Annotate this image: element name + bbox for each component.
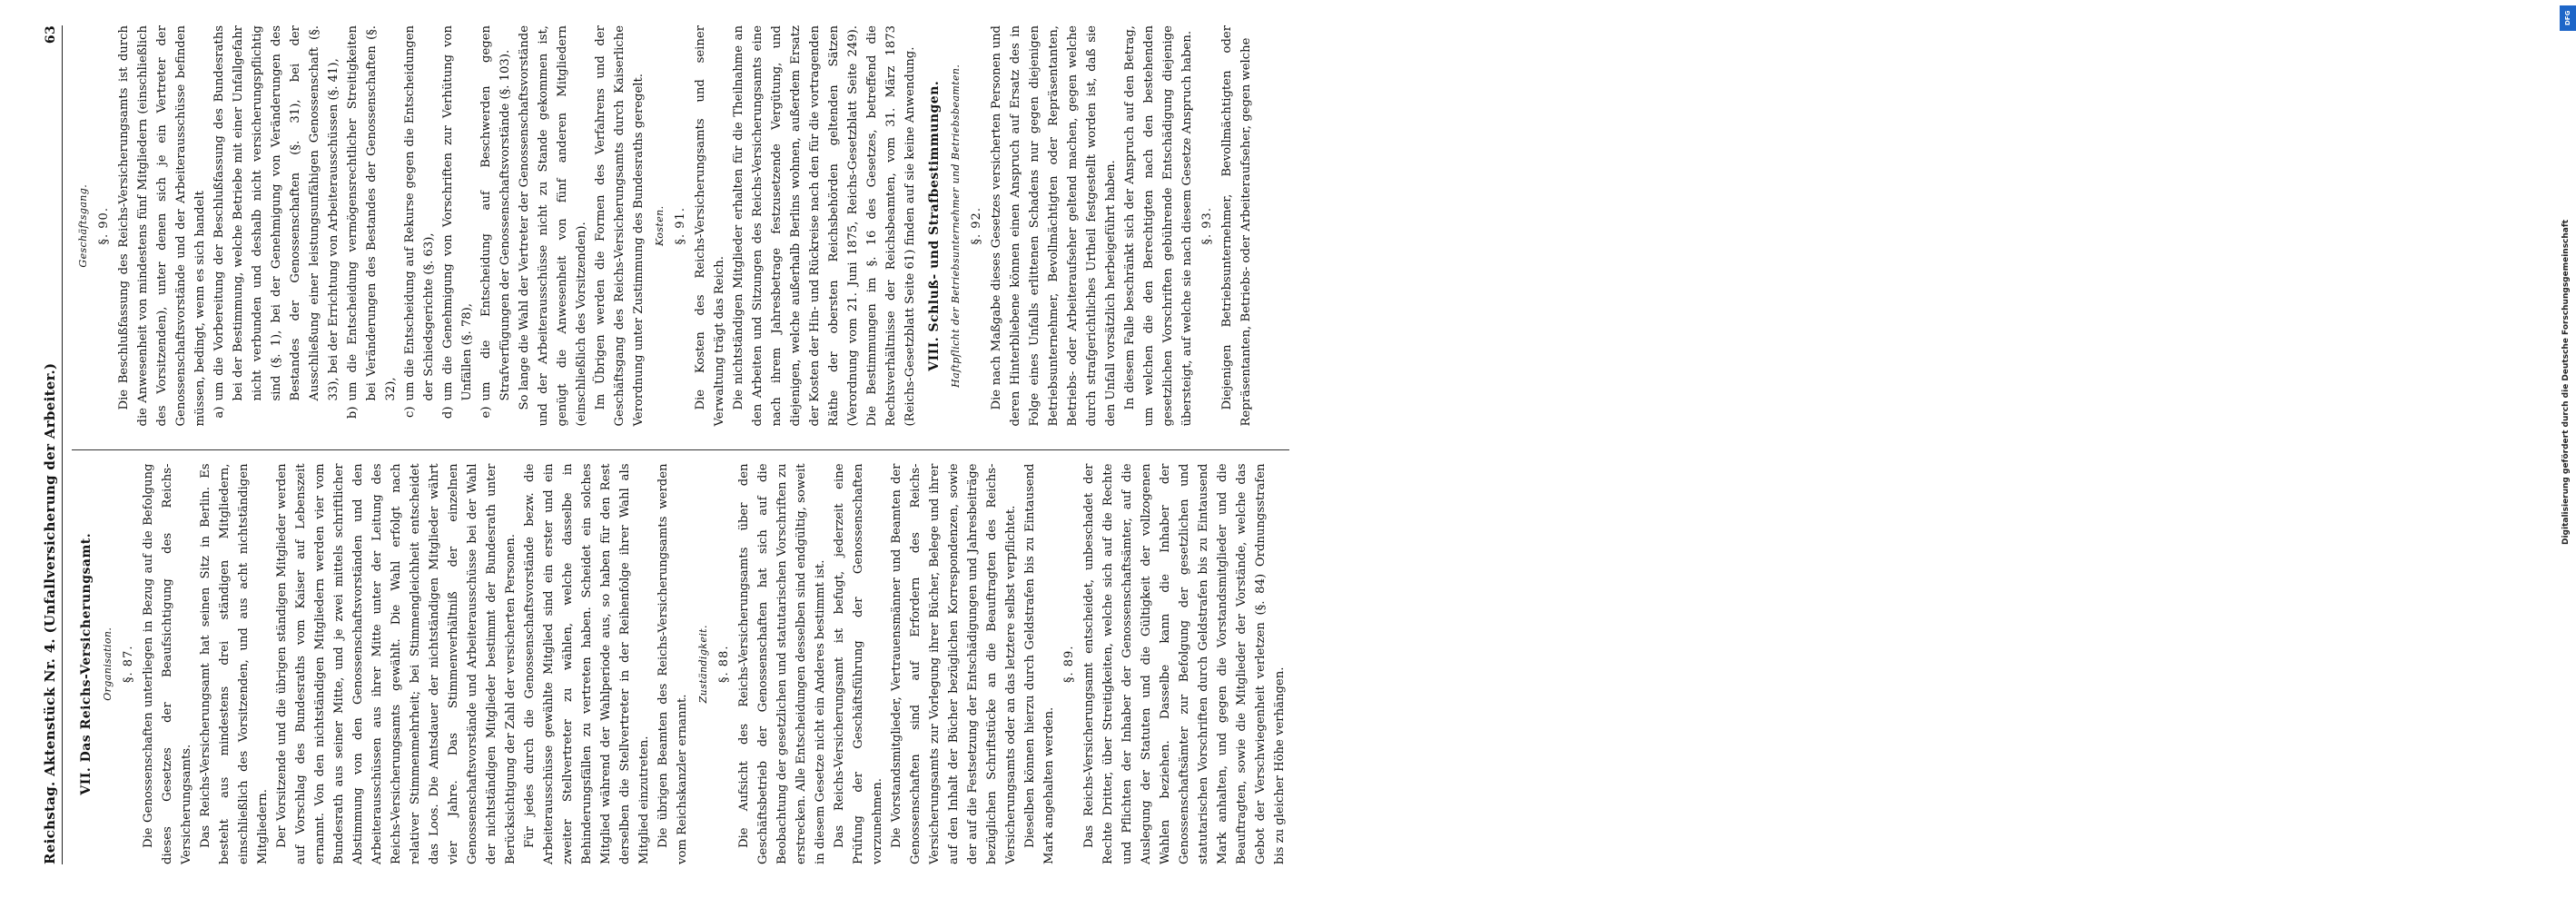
list-item-text: um die Entscheidung auf Beschwerden gegen Strafverfügungen der Genossenschaftsvorstände (§. 103). bbox=[479, 25, 512, 401]
header-title: Reichstag. Aktenstück Nr. 4. (Unfallversicherung der Arbeiter.) bbox=[42, 362, 58, 864]
text-90-3: Im Übrigen werden die Formen des Verfahrens und der Geschäftsgang des Reichs-Versicherungsamts durch Kaiserliche Verordnung unter Zustimmung des Bundesraths geregelt. bbox=[594, 25, 646, 427]
subheading-zustaendigkeit: Zuständigkeit. bbox=[697, 625, 709, 704]
text-93-1: Diejenigen Betriebsunternehmer, Bevollmächtigten oder Repräsentanten, Betriebs- oder Arbeiteraufseher, gegen welche bbox=[1220, 25, 1253, 427]
text-87-1: Die Genossenschaften unterliegen in Bezug auf die Befolgung dieses Gesetzes der Beaufsichtigung des Reichs-Versicherungsamts. bbox=[142, 463, 193, 864]
list-item-label: e) bbox=[479, 406, 493, 419]
paragraph-89-heading: §. 89. bbox=[1062, 645, 1076, 683]
text-87-3: Der Vorsitzende und die übrigen ständigen Mitglieder werden auf Vorschlag des Bundesraths vom Kaiser auf Lebenszeit ernannt. Von den nichtständigen Mitgliedern werden vier vom Bundesrath aus seiner Mitte, und je zwei mittels schriftlicher Abstimmung von den Genossenschaftsvorständen und den Arbeiterausschüssen aus ihrer Mitte unter der Leitung des Reichs-Versicherungsamts gewählt. Die Wahl erfolgt nach relativer Stimmenmehrheit; bei Stimmengleichheit entscheidet das Loos. Die Amtsdauer der nichtständigen Mitglieder währt vier Jahre. Das Stimmenverhältniß der einzelnen Genossenschaftsvorstände und Arbeiterausschüsse bei der Wahl der nichtständigen Mitglieder bestimmt der Bundesrath unter Berücksichtigung der Zahl der versicherten Personen. bbox=[275, 463, 518, 864]
text-88-4: Dieselben können hierzu durch Geldstrafen bis zu Eintausend Mark angehalten werden. bbox=[1023, 463, 1056, 864]
running-header bbox=[27, 25, 63, 864]
subheading-kosten: Kosten. bbox=[654, 205, 666, 247]
text-90-1: Die Beschlußfassung des Reichs-Versicherungsamts ist durch die Anwesenheit von mindestens fünf Mitgliedern (einschließlich des Vorsitzenden), unter denen sich je ein Vertreter der Genossenschaftsvorstände und der Arbeiterausschüsse befinden müssen, bedingt, wenn es sich handelt bbox=[117, 25, 207, 427]
text-88-2: Das Reichs-Versicherungsamt ist befugt, jederzeit eine Prüfung der Geschäftsführung der Genossenschaften vorzunehmen. bbox=[833, 463, 884, 864]
text-92-1: Die nach Maßgabe dieses Gesetzes versicherten Personen und deren Hinterbliebene können einen Anspruch auf Ersatz des in Folge eines Unfalls erlittenen Schadens nur gegen diejenigen Betriebsunternehmer, Bevollmächtigten oder Repräsentanten, Betriebs- oder Arbeiteraufseher geltend machen, gegen welche durch strafgerichtliches Urtheil festgestellt worden ist, daß sie den Unfall vorsätzlich herbeigeführt haben. bbox=[990, 25, 1118, 427]
list-item-text: um die Vorbereitung der Beschlußfassung des Bundesraths bei der Bestimmung, welche Betriebe mit einer Unfallgefahr nicht verbunden und deshalb nicht versicherungspflichtig sind (§. 1), bei der Genehmigung von Veränderungen des Bestandes der Genossenschaften (§. 31), bei der Ausschließung einer leistungsunfähigen Genossenschaft (§. 33), bei der Errichtung von Arbeiterausschüssen (§. 41), bbox=[212, 25, 341, 401]
subheading-haftpflicht: Haftpflicht der Betriebsunternehmer und Betriebsbeamten. bbox=[950, 64, 962, 388]
paragraph-92-heading: §. 92. bbox=[970, 207, 983, 245]
list-item-text: um die Entscheidung auf Rekurse gegen die Entscheidungen der Schiedsgerichte (§. 63), bbox=[403, 25, 436, 401]
list-item bbox=[343, 25, 400, 427]
text-87-2: Das Reichs-Versicherungsamt hat seinen Sitz in Berlin. Es besteht aus mindestens drei ständigen Mitgliedern, einschließlich des Vorsitzenden, und aus acht nichtständigen Mitgliedern. bbox=[199, 463, 270, 864]
list-item bbox=[477, 25, 515, 427]
text-91-1: Die Kosten des Reichs-Versicherungsamts und seiner Verwaltung trägt das Reich. bbox=[694, 25, 726, 427]
list-item bbox=[400, 25, 439, 427]
text-91-2: Die nichtständigen Mitglieder erhalten für die Theilnahme an den Arbeiten und Sitzungen des Reichs-Versicherungsamts eine nach ihrem Jahresbetrage festzusetzende Vergütung, und diejenigen, welche außerhalb Berlins wohnen, außerdem Ersatz der Kosten der Hin- und Rückreise nach den für die vortragenden Räthe der obersten Reichsbehörden geltenden Sätzen (Verordnung vom 21. Juni 1875, Reichs-Gesetzblatt Seite 249). Die Bestimmungen im §. 16 des Gesetzes, betreffend die Rechtsverhältnisse der Reichsbeamten, vom 31. März 1873 (Reichs-Gesetzblatt Seite 61) finden auf sie keine Anwendung. bbox=[732, 25, 917, 427]
list-item-text: um die Genehmigung von Vorschriften zur Verhütung von Unfällen (§. 78), bbox=[441, 25, 474, 401]
list-90 bbox=[210, 25, 515, 427]
left-column bbox=[72, 450, 1289, 865]
list-item bbox=[439, 25, 477, 427]
funding-note: Digitalisierung gefördert durch die Deutsche Forschungsgemeinschaft bbox=[2561, 219, 2571, 545]
section-title-viii: VIII. Schluß- und Strafbestimmungen. bbox=[927, 80, 942, 371]
paragraph-91-heading: §. 91. bbox=[674, 207, 687, 245]
text-90-2: So lange die Wahl der Vertreter der Genossenschaftsvorstände und der Arbeiterausschüsse nicht zu Stande gekommen ist, genügt die Anwesenheit von fünf anderen Mitgliedern (einschließlich des Vorsitzenden). bbox=[518, 25, 588, 427]
dfg-logo: DFG bbox=[2560, 5, 2576, 31]
paragraph-87-heading: §. 87. bbox=[122, 645, 135, 683]
text-89-1: Das Reichs-Versicherungsamt entscheidet, unbeschadet der Rechte Dritter, über Streitigkeiten, welche sich auf die Rechte und Pflichten der Inhaber der Genossenschaftsämter, auf die Auslegung der Statuten und die Gültigkeit der vollzogenen Wahlen beziehen. Dasselbe kann die Inhaber der Genossenschaftsämter zur Befolgung der gesetzlichen und statutarischen Vorschriften durch Geldstrafen bis zu Eintausend Mark anhalten, und gegen die Vorstandsmitglieder und die Beauftragten, sowie die Mitglieder der Vorstände, welche das Gebot der Verschwiegenheit verletzen (§. 84) Ordnungsstrafen bis zu gleicher Höhe verhängen. bbox=[1082, 463, 1287, 864]
paragraph-88-heading: §. 88. bbox=[717, 645, 731, 683]
text-88-3: Die Vorstandsmitglieder, Vertrauensmänner und Beamten der Genossenschaften sind auf Erfordern des Reichs-Versicherungsamts zur Vorlegung ihrer Bücher, Belege und ihrer auf den Inhalt der Bücher bezüglichen Korrespondenzen, sowie der auf die Festsetzung der Entschädigungen und Jahresbeiträge bezüglichen Schriftstücke an die Beauftragten des Reichs-Versicherungsamts oder an das letztere selbst verpflichtet. bbox=[890, 463, 1018, 864]
scanned-page bbox=[0, 0, 1287, 908]
document-page bbox=[27, 18, 1287, 872]
list-item-label: a) bbox=[212, 406, 226, 419]
list-item-label: c) bbox=[403, 406, 417, 419]
subheading-organisation: Organisation. bbox=[102, 627, 114, 701]
text-87-4: Für jedes durch die Genossenschaftsvorstände bezw. die Arbeiterausschüsse gewählte Mitglied sind ein erster und ein zweiter Stellvertreter zu wählen, welche dasselbe in Behinderungsfällen zu vertreten haben. Scheidet ein solches Mitglied während der Wahlperiode aus, so haben für den Rest derselben die Stellvertreter in der Reihenfolge ihrer Wahl als Mitglied einzutreten. bbox=[523, 463, 651, 864]
list-item-label: d) bbox=[441, 406, 455, 419]
subheading-geschaeftsgang: Geschäftsgang. bbox=[77, 183, 89, 268]
paragraph-93-heading: §. 93. bbox=[1200, 207, 1214, 245]
list-item-label: b) bbox=[346, 406, 360, 419]
paragraph-90-heading: §. 90. bbox=[97, 207, 111, 245]
text-92-2: In diesem Falle beschränkt sich der Anspruch auf den Betrag, um welchen die den Berechtigten nach den bestehenden gesetzlichen Vorschriften gebührende Entschädigung diejenige übersteigt, auf welche sie nach diesem Gesetze Anspruch haben. bbox=[1123, 25, 1194, 427]
list-item-text: um die Entscheidung vermögensrechtlicher Streitigkeiten bei Veränderungen des Bestandes der Genossenschaften (§. 32), bbox=[346, 25, 398, 401]
page-number: 63 bbox=[44, 25, 58, 44]
section-title-vii: VII. Das Reichs-Versicherungsamt. bbox=[79, 532, 94, 795]
text-87-5: Die übrigen Beamten des Reichs-Versicherungsamts werden vom Reichskanzler ernannt. bbox=[656, 463, 689, 864]
text-88-1: Die Aufsicht des Reichs-Versicherungsamts über den Geschäftsbetrieb der Genossenschaften hat sich auf die Beobachtung der gesetzlichen und statutarischen Vorschriften zu erstrecken. Alle Entscheidungen desselben sind endgültig, soweit in diesem Gesetze nicht ein Anderes bestimmt ist. bbox=[737, 463, 827, 864]
right-column bbox=[72, 25, 1289, 427]
list-item bbox=[210, 25, 343, 427]
